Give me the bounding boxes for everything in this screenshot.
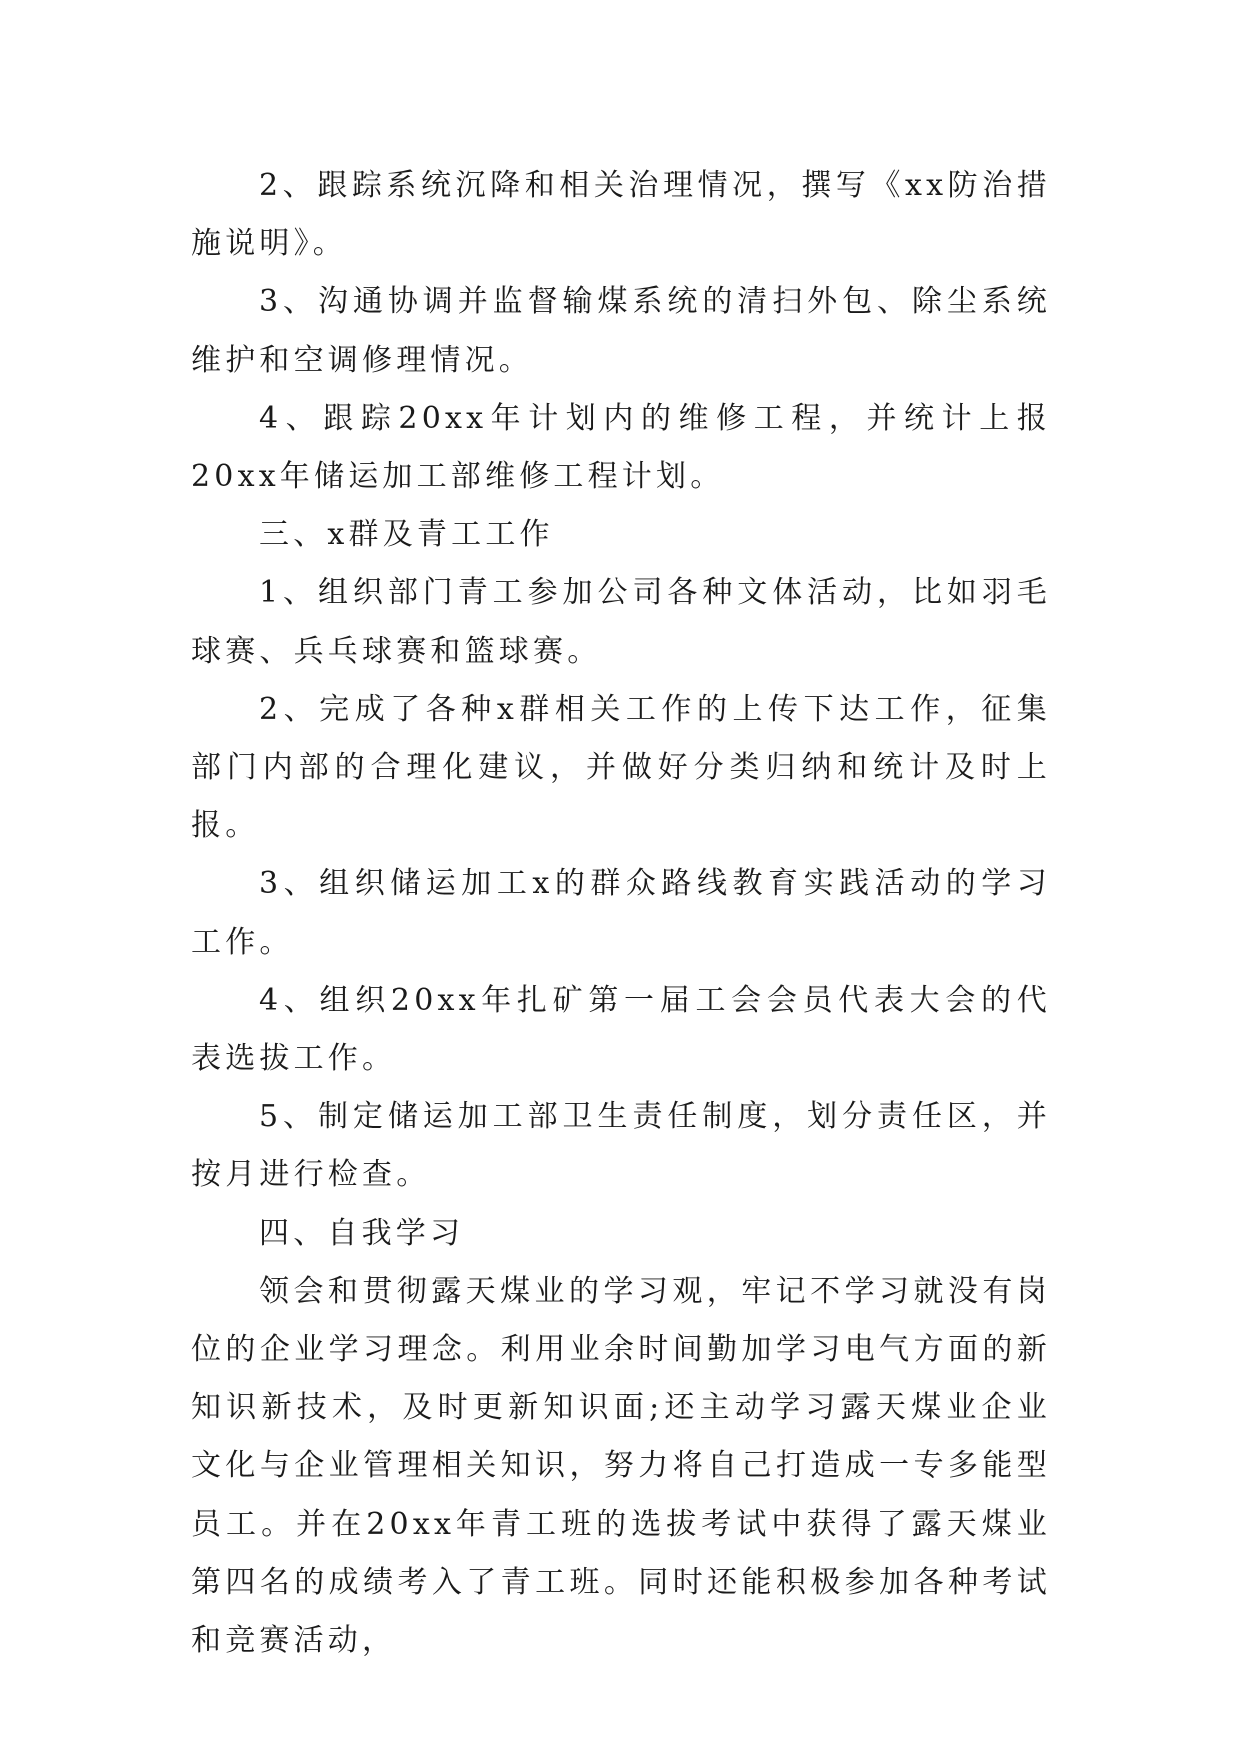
document-body [191, 157, 1051, 1670]
paragraph-item-3: 3、沟通协调并监督输煤系统的清扫外包、除尘系统维护和空调修理情况。 [191, 284, 1051, 378]
paragraph-item-2: 2、跟踪系统沉降和相关治理情况，撰写《xx防治措施说明》。 [191, 168, 1051, 262]
section-heading-self-study: 四、自我学习 [259, 1215, 465, 1251]
section-heading-youth-work: 三、x群及青工工作 [259, 517, 554, 553]
paragraph-youth-3: 3、组织储运加工x的群众路线教育实践活动的学习工作。 [191, 866, 1051, 960]
paragraph-self-study: 领会和贯彻露天煤业的学习观，牢记不学习就没有岗位的企业学习理念。利用业余时间勤加学习电气方面的新知识新技术，及时更新知识面;还主动学习露天煤业企业文化与企业管理相关知识，努力将自己打造成一专多能型员工。并在20xx年青工班的选拔考试中获得了露天煤业第四名的成绩考入了青工班。同时还能积极参加各种考试和竞赛活动， [191, 1273, 1051, 1659]
paragraph-youth-5: 5、制定储运加工部卫生责任制度，划分责任区，并按月进行检查。 [191, 1099, 1051, 1193]
paragraph-youth-2: 2、完成了各种x群相关工作的上传下达工作，征集部门内部的合理化建议，并做好分类归纳和统计及时上报。 [191, 691, 1051, 844]
paragraph-item-4: 4、跟踪20xx年计划内的维修工程，并统计上报20xx年储运加工部维修工程计划。 [191, 400, 1051, 495]
paragraph-youth-1: 1、组织部门青工参加公司各种文体活动，比如羽毛球赛、兵乓球赛和篮球赛。 [191, 575, 1051, 669]
paragraph-youth-4: 4、组织20xx年扎矿第一届工会会员代表大会的代表选拔工作。 [191, 982, 1051, 1077]
